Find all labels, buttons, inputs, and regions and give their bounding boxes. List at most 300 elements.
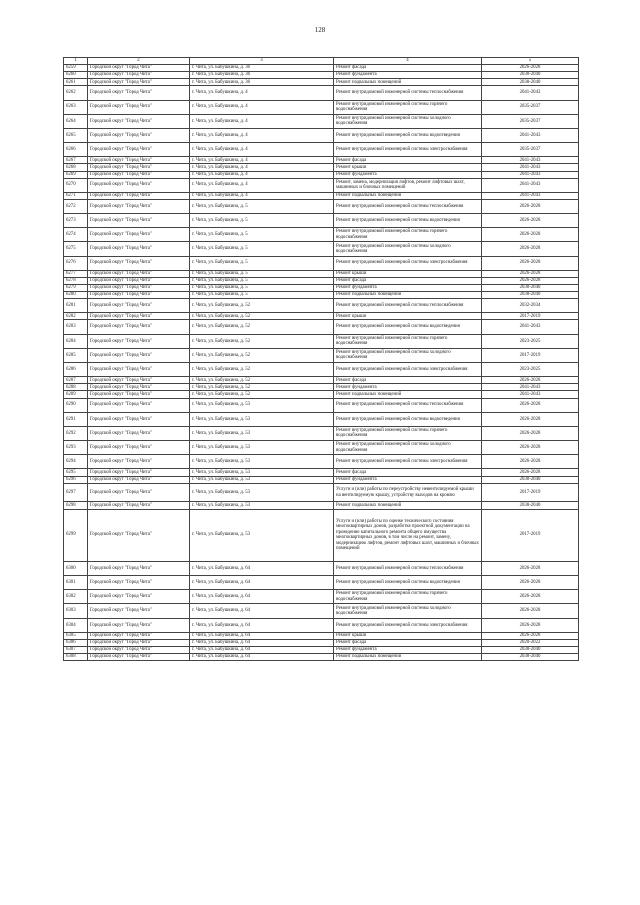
col-number: 6273 <box>64 214 88 228</box>
col-period: 2017-2019 <box>482 348 579 362</box>
col-work-type: Ремонт внутридомовой инженерной системы горячего водоснабжения <box>334 100 482 114</box>
col-address: г. Чита, ул. Бабушкина, д. 53 <box>190 469 334 476</box>
col-number: 6284 <box>64 334 88 348</box>
col-period: 2032-2034 <box>482 299 579 313</box>
col-work-type: Ремонт, замена, модернизация лифтов, ремонт лифтовых шахт, машинных и блочных помещений <box>334 178 482 192</box>
table-header-row <box>64 58 579 65</box>
col-period: 2041-2043 <box>482 391 579 398</box>
col-number: 6266 <box>64 143 88 157</box>
col-municipality: Городской округ "Город Чита" <box>88 100 190 114</box>
col-number: 6264 <box>64 114 88 128</box>
col-period: 2026-2028 <box>482 256 579 270</box>
col-period: 2026-2028 <box>482 65 579 72</box>
col-work-type: Ремонт внутридомовой инженерной системы электроснабжения <box>334 363 482 377</box>
col-municipality: Городской округ "Город Чита" <box>88 171 190 178</box>
col-municipality: Городской округ "Город Чита" <box>88 86 190 100</box>
col-number: 6291 <box>64 412 88 426</box>
col-period: 2026-2028 <box>482 214 579 228</box>
col-work-type: Ремонт крыши <box>334 632 482 639</box>
table-row <box>64 270 579 277</box>
col-period: 2041-2043 <box>482 192 579 199</box>
col-number: 6297 <box>64 483 88 502</box>
col-municipality: Городской округ "Город Чита" <box>88 398 190 412</box>
col-period: 2035-2037 <box>482 143 579 157</box>
col-address: г. Чита, ул. Бабушкина, д. 4 <box>190 192 334 199</box>
col-address: г. Чита, ул. Бабушкина, д. 53 <box>190 398 334 412</box>
col-municipality: Городской округ "Город Чита" <box>88 426 190 440</box>
col-work-type: Ремонт внутридомовой инженерной системы теплоснабжения <box>334 86 482 100</box>
col-work-type: Ремонт фундамента <box>334 285 482 292</box>
col-municipality: Городской округ "Город Чита" <box>88 199 190 213</box>
table-row <box>64 576 579 590</box>
col-municipality: Городской округ "Город Чита" <box>88 561 190 575</box>
col-period: 2026-2028 <box>482 242 579 256</box>
col-municipality: Городской округ "Город Чита" <box>88 502 190 509</box>
col-municipality: Городской округ "Город Чита" <box>88 256 190 270</box>
col-address: г. Чита, ул. Бабушкина, д. 53 <box>190 441 334 455</box>
table-row <box>64 604 579 618</box>
col-address: г. Чита, ул. Бабушкина, д. 4 <box>190 100 334 114</box>
col-period: 2017-2019 <box>482 509 579 561</box>
col-period: 2038-2040 <box>482 285 579 292</box>
col-work-type: Ремонт внутридомовой инженерной системы водоотведения <box>334 214 482 228</box>
col-municipality: Городской округ "Город Чита" <box>88 242 190 256</box>
table-row <box>64 157 579 164</box>
col-number: 6286 <box>64 363 88 377</box>
col-address: г. Чита, ул. Бабушкина, д. 5 <box>190 228 334 242</box>
col-work-type: Ремонт фундамента <box>334 384 482 391</box>
col-municipality: Городской округ "Город Чита" <box>88 128 190 142</box>
col-work-type: Ремонт внутридомовой инженерной системы горячего водоснабжения <box>334 590 482 604</box>
col-number: 6262 <box>64 86 88 100</box>
col-number: 6277 <box>64 270 88 277</box>
col-period: 2026-2028 <box>482 228 579 242</box>
col-address: г. Чита, ул. Бабушкина, д. 4 <box>190 143 334 157</box>
col-work-type: Ремонт внутридомовой инженерной системы теплоснабжения <box>334 398 482 412</box>
col-work-type: Услуги и (или) работы по переустройству невентилируемой крыши на вентилируемую крышу, устройству выходов на кровлю <box>334 483 482 502</box>
col-period: 2038-2040 <box>482 502 579 509</box>
col-number: 6276 <box>64 256 88 270</box>
col-period: 2038-2040 <box>482 79 579 86</box>
col-work-type: Ремонт подвальных помещений <box>334 654 482 661</box>
col-municipality: Городской округ "Город Чита" <box>88 65 190 72</box>
col-municipality: Городской округ "Город Чита" <box>88 79 190 86</box>
col-period: 2023-2025 <box>482 334 579 348</box>
col-address: г. Чита, ул. Бабушкина, д. 4 <box>190 86 334 100</box>
table-row <box>64 299 579 313</box>
table-row <box>64 412 579 426</box>
table-row <box>64 114 579 128</box>
col-address: г. Чита, ул. Бабушкина, д. 64 <box>190 618 334 632</box>
col-period: 2041-2043 <box>482 128 579 142</box>
table-row <box>64 632 579 639</box>
col-work-type: Ремонт внутридомовой инженерной системы холодного водоснабжения <box>334 604 482 618</box>
col-period: 2038-2040 <box>482 476 579 483</box>
col-number: 6298 <box>64 502 88 509</box>
col-period: 2026-2028 <box>482 277 579 284</box>
table-row <box>64 86 579 100</box>
col-work-type: Ремонт внутридомовой инженерной системы водоотведения <box>334 128 482 142</box>
col-work-type: Ремонт фасада <box>334 377 482 384</box>
table-row <box>64 178 579 192</box>
col-municipality: Городской округ "Город Чита" <box>88 72 190 79</box>
col-period: 2023-2025 <box>482 363 579 377</box>
col-municipality: Городской округ "Город Чита" <box>88 299 190 313</box>
table-row <box>64 214 579 228</box>
col-address: г. Чита, ул. Бабушкина, д. 53 <box>190 412 334 426</box>
col-work-type: Ремонт внутридомовой инженерной системы холодного водоснабжения <box>334 348 482 362</box>
table-row <box>64 639 579 646</box>
col-work-type: Ремонт крыши <box>334 313 482 320</box>
col-period: 2020-2022 <box>482 639 579 646</box>
col-work-type: Ремонт внутридомовой инженерной системы горячего водоснабжения <box>334 426 482 440</box>
col-work-type: Ремонт фасада <box>334 277 482 284</box>
col-number: 6301 <box>64 576 88 590</box>
col-municipality: Городской округ "Город Чита" <box>88 576 190 590</box>
col-address: г. Чита, ул. Бабушкина, д. 52 <box>190 348 334 362</box>
col-address: г. Чита, ул. Бабушкина, д. 64 <box>190 639 334 646</box>
col-address: г. Чита, ул. Бабушкина, д. 5 <box>190 242 334 256</box>
col-work-type: Ремонт внутридомовой инженерной системы горячего водоснабжения <box>334 228 482 242</box>
col-address: г. Чита, ул. Бабушкина, д. 53 <box>190 476 334 483</box>
table-row <box>64 441 579 455</box>
col-work-type: Ремонт фасада <box>334 157 482 164</box>
col-work-type: Ремонт фасада <box>334 469 482 476</box>
col-address: г. Чита, ул. Бабушкина, д. 64 <box>190 604 334 618</box>
col-period: 2038-2040 <box>482 647 579 654</box>
col-municipality: Городской округ "Город Чита" <box>88 618 190 632</box>
table-row <box>64 72 579 79</box>
table-row <box>64 363 579 377</box>
col-address: г. Чита, ул. Бабушкина, д. 64 <box>190 647 334 654</box>
col-period: 2041-2043 <box>482 164 579 171</box>
table-row <box>64 398 579 412</box>
table-row <box>64 334 579 348</box>
col-work-type: Ремонт фундамента <box>334 72 482 79</box>
col-number: 6289 <box>64 391 88 398</box>
table-row <box>64 100 579 114</box>
table-row <box>64 171 579 178</box>
col-address: г. Чита, ул. Бабушкина, д. 5 <box>190 292 334 299</box>
col-municipality: Городской округ "Город Чита" <box>88 334 190 348</box>
table-row <box>64 313 579 320</box>
col-municipality: Городской округ "Город Чита" <box>88 441 190 455</box>
table-row <box>64 455 579 469</box>
col-number: 6306 <box>64 639 88 646</box>
table-row <box>64 285 579 292</box>
col-municipality: Городской округ "Город Чита" <box>88 632 190 639</box>
table-row <box>64 348 579 362</box>
col-address: г. Чита, ул. Бабушкина, д. 53 <box>190 483 334 502</box>
col-work-type: Ремонт внутридомовой инженерной системы холодного водоснабжения <box>334 441 482 455</box>
col-number: 6292 <box>64 426 88 440</box>
col-municipality: Городской округ "Город Чита" <box>88 143 190 157</box>
col-period: 2041-2043 <box>482 384 579 391</box>
col-municipality: Городской округ "Город Чита" <box>88 277 190 284</box>
col-number: 6275 <box>64 242 88 256</box>
col-address: г. Чита, ул. Бабушкина, д. 53 <box>190 509 334 561</box>
col-address: г. Чита, ул. Бабушкина, д. 52 <box>190 391 334 398</box>
col-work-type: Ремонт внутридомовой инженерной системы электроснабжения <box>334 455 482 469</box>
col-address: г. Чита, ул. Бабушкина, д. 64 <box>190 561 334 575</box>
col-number: 6268 <box>64 164 88 171</box>
col-number: 6296 <box>64 476 88 483</box>
col-work-type: Ремонт внутридомовой инженерной системы электроснабжения <box>334 618 482 632</box>
col-number: 6259 <box>64 65 88 72</box>
table-row <box>64 426 579 440</box>
table-row <box>64 561 579 575</box>
col-municipality: Городской округ "Город Чита" <box>88 476 190 483</box>
col-number: 6295 <box>64 469 88 476</box>
col-number: 6294 <box>64 455 88 469</box>
col-municipality: Городской округ "Город Чита" <box>88 313 190 320</box>
table-row <box>64 192 579 199</box>
col-work-type: Ремонт внутридомовой инженерной системы холодного водоснабжения <box>334 242 482 256</box>
col-municipality: Городской округ "Город Чита" <box>88 654 190 661</box>
col-address: г. Чита, ул. Бабушкина, д. 4 <box>190 178 334 192</box>
col-number: 6293 <box>64 441 88 455</box>
col-period: 2038-2040 <box>482 654 579 661</box>
col-municipality: Городской округ "Город Чита" <box>88 157 190 164</box>
col-work-type: Ремонт подвальных помещений <box>334 192 482 199</box>
table-row <box>64 65 579 72</box>
col-work-type: Ремонт внутридомовой инженерной системы водоотведения <box>334 576 482 590</box>
col-number: 6271 <box>64 192 88 199</box>
col-municipality: Городской округ "Город Чита" <box>88 509 190 561</box>
col-number: 6278 <box>64 277 88 284</box>
table-row <box>64 143 579 157</box>
table-row <box>64 320 579 334</box>
table-row <box>64 483 579 502</box>
col-work-type: Ремонт подвальных помещений <box>334 391 482 398</box>
col-work-type: Ремонт подвальных помещений <box>334 79 482 86</box>
col-work-type: Ремонт внутридомовой инженерной системы электроснабжения <box>334 143 482 157</box>
repair-schedule-table <box>63 57 579 661</box>
col-number: 6283 <box>64 320 88 334</box>
table-row <box>64 391 579 398</box>
col-period: 2026-2028 <box>482 270 579 277</box>
col-address: г. Чита, ул. Бабушкина, д. 52 <box>190 299 334 313</box>
table-row <box>64 277 579 284</box>
col-work-type: Ремонт фундамента <box>334 647 482 654</box>
table-row <box>64 618 579 632</box>
col-municipality: Городской округ "Город Чита" <box>88 469 190 476</box>
col-address: 3 <box>190 58 334 65</box>
table-row <box>64 377 579 384</box>
col-work-type: 4 <box>334 58 482 65</box>
col-municipality: Городской округ "Город Чита" <box>88 348 190 362</box>
col-address: г. Чита, ул. Бабушкина, д. 5 <box>190 256 334 270</box>
col-number: 6308 <box>64 654 88 661</box>
col-period: 2041-2043 <box>482 178 579 192</box>
col-number: 6302 <box>64 590 88 604</box>
col-period: 2041-2043 <box>482 86 579 100</box>
col-address: г. Чита, ул. Бабушкина, д. 5 <box>190 214 334 228</box>
col-address: г. Чита, ул. Бабушкина, д. 52 <box>190 334 334 348</box>
col-period: 2041-2043 <box>482 171 579 178</box>
col-number: 6281 <box>64 299 88 313</box>
col-number: 6282 <box>64 313 88 320</box>
table-row <box>64 509 579 561</box>
col-municipality: 2 <box>88 58 190 65</box>
col-work-type: Ремонт внутридомовой инженерной системы горячего водоснабжения <box>334 334 482 348</box>
col-address: г. Чита, ул. Бабушкина, д. 53 <box>190 455 334 469</box>
col-municipality: Городской округ "Город Чита" <box>88 192 190 199</box>
col-municipality: Городской округ "Город Чита" <box>88 178 190 192</box>
table-row <box>64 590 579 604</box>
col-period: 2017-2019 <box>482 313 579 320</box>
col-number: 6274 <box>64 228 88 242</box>
col-work-type: Услуги и (или) работы по оценке технического состояния многоквартирных домов, разработке проектной документации на проведение капитального ремонта общего имущества многоквартирных домов, в том числе на ремонт, замену, модернизацию лифтов, ремонт лифтовых шахт, машинных и блочных помещений <box>334 509 482 561</box>
col-address: г. Чита, ул. Бабушкина, д. 36 <box>190 79 334 86</box>
col-period: 2026-2028 <box>482 377 579 384</box>
col-municipality: Городской округ "Город Чита" <box>88 483 190 502</box>
col-period: 5 <box>482 58 579 65</box>
col-number: 6265 <box>64 128 88 142</box>
col-municipality: Городской округ "Город Чита" <box>88 228 190 242</box>
col-number: 6272 <box>64 199 88 213</box>
col-address: г. Чита, ул. Бабушкина, д. 4 <box>190 114 334 128</box>
col-address: г. Чита, ул. Бабушкина, д. 4 <box>190 171 334 178</box>
col-address: г. Чита, ул. Бабушкина, д. 52 <box>190 384 334 391</box>
table-row <box>64 476 579 483</box>
col-address: г. Чита, ул. Бабушкина, д. 64 <box>190 632 334 639</box>
col-municipality: Городской округ "Город Чита" <box>88 292 190 299</box>
col-number: 6307 <box>64 647 88 654</box>
col-period: 2038-2040 <box>482 72 579 79</box>
col-work-type: Ремонт внутридомовой инженерной системы водоотведения <box>334 412 482 426</box>
col-address: г. Чита, ул. Бабушкина, д. 64 <box>190 654 334 661</box>
col-address: г. Чита, ул. Бабушкина, д. 52 <box>190 363 334 377</box>
col-number: 6285 <box>64 348 88 362</box>
col-municipality: Городской округ "Город Чита" <box>88 214 190 228</box>
col-period: 2026-2028 <box>482 398 579 412</box>
col-number: 6303 <box>64 604 88 618</box>
col-address: г. Чита, ул. Бабушкина, д. 5 <box>190 277 334 284</box>
col-number: 6263 <box>64 100 88 114</box>
col-work-type: Ремонт подвальных помещений <box>334 292 482 299</box>
col-period: 2038-2040 <box>482 292 579 299</box>
col-address: г. Чита, ул. Бабушкина, д. 36 <box>190 72 334 79</box>
col-address: г. Чита, ул. Бабушкина, д. 53 <box>190 426 334 440</box>
table-row <box>64 292 579 299</box>
col-period: 2026-2028 <box>482 441 579 455</box>
col-period: 2026-2028 <box>482 426 579 440</box>
col-number: 6300 <box>64 561 88 575</box>
col-number: 6260 <box>64 72 88 79</box>
col-municipality: Городской округ "Город Чита" <box>88 164 190 171</box>
col-work-type: Ремонт подвальных помещений <box>334 502 482 509</box>
col-address: г. Чита, ул. Бабушкина, д. 5 <box>190 285 334 292</box>
col-period: 2026-2028 <box>482 455 579 469</box>
col-number: 6299 <box>64 509 88 561</box>
col-work-type: Ремонт внутридомовой инженерной системы электроснабжения <box>334 256 482 270</box>
col-work-type: Ремонт внутридомовой инженерной системы теплоснабжения <box>334 199 482 213</box>
col-municipality: Городской округ "Город Чита" <box>88 590 190 604</box>
table-row <box>64 128 579 142</box>
page-number: 128 <box>314 26 326 34</box>
col-period: 2026-2028 <box>482 618 579 632</box>
col-address: г. Чита, ул. Бабушкина, д. 53 <box>190 502 334 509</box>
table-row <box>64 228 579 242</box>
col-period: 2041-2043 <box>482 157 579 164</box>
table-row <box>64 654 579 661</box>
col-municipality: Городской округ "Город Чита" <box>88 639 190 646</box>
col-address: г. Чита, ул. Бабушкина, д. 52 <box>190 377 334 384</box>
table-row <box>64 647 579 654</box>
col-work-type: Ремонт фасада <box>334 65 482 72</box>
col-period: 2026-2028 <box>482 590 579 604</box>
col-municipality: Городской округ "Город Чита" <box>88 604 190 618</box>
col-work-type: Ремонт фундамента <box>334 171 482 178</box>
col-municipality: Городской округ "Город Чита" <box>88 377 190 384</box>
col-period: 2017-2019 <box>482 483 579 502</box>
col-period: 2026-2028 <box>482 561 579 575</box>
col-number: 6261 <box>64 79 88 86</box>
col-period: 2026-2028 <box>482 199 579 213</box>
col-number: 6305 <box>64 632 88 639</box>
table-row <box>64 242 579 256</box>
col-municipality: Городской округ "Город Чита" <box>88 114 190 128</box>
col-municipality: Городской округ "Город Чита" <box>88 363 190 377</box>
col-municipality: Городской округ "Город Чита" <box>88 391 190 398</box>
col-number: 6290 <box>64 398 88 412</box>
col-work-type: Ремонт внутридомовой инженерной системы теплоснабжения <box>334 561 482 575</box>
col-address: г. Чита, ул. Бабушкина, д. 52 <box>190 320 334 334</box>
col-period: 2026-2028 <box>482 469 579 476</box>
col-work-type: Ремонт внутридомовой инженерной системы водоотведения <box>334 320 482 334</box>
col-address: г. Чита, ул. Бабушкина, д. 5 <box>190 199 334 213</box>
col-address: г. Чита, ул. Бабушкина, д. 52 <box>190 313 334 320</box>
col-address: г. Чита, ул. Бабушкина, д. 5 <box>190 270 334 277</box>
col-number: 6270 <box>64 178 88 192</box>
col-work-type: Ремонт внутридомовой инженерной системы теплоснабжения <box>334 299 482 313</box>
col-number: 6288 <box>64 384 88 391</box>
col-period: 2026-2028 <box>482 412 579 426</box>
col-address: г. Чита, ул. Бабушкина, д. 4 <box>190 157 334 164</box>
col-address: г. Чита, ул. Бабушкина, д. 4 <box>190 128 334 142</box>
table-row <box>64 164 579 171</box>
col-municipality: Городской округ "Город Чита" <box>88 384 190 391</box>
col-address: г. Чита, ул. Бабушкина, д. 64 <box>190 576 334 590</box>
col-period: 2026-2028 <box>482 576 579 590</box>
table-row <box>64 256 579 270</box>
col-work-type: Ремонт фундамента <box>334 476 482 483</box>
col-work-type: Ремонт крыши <box>334 164 482 171</box>
table-row <box>64 384 579 391</box>
col-number: 6267 <box>64 157 88 164</box>
table-row <box>64 502 579 509</box>
col-work-type: Ремонт крыши <box>334 270 482 277</box>
col-municipality: Городской округ "Город Чита" <box>88 320 190 334</box>
col-municipality: Городской округ "Город Чита" <box>88 647 190 654</box>
col-municipality: Городской округ "Город Чита" <box>88 270 190 277</box>
col-address: г. Чита, ул. Бабушкина, д. 4 <box>190 164 334 171</box>
table-row <box>64 469 579 476</box>
col-address: г. Чита, ул. Бабушкина, д. 36 <box>190 65 334 72</box>
col-period: 2035-2037 <box>482 114 579 128</box>
col-address: г. Чита, ул. Бабушкина, д. 64 <box>190 590 334 604</box>
col-number: 6304 <box>64 618 88 632</box>
col-number: 6269 <box>64 171 88 178</box>
col-number: 6287 <box>64 377 88 384</box>
table-row <box>64 79 579 86</box>
table-row <box>64 199 579 213</box>
col-period: 2026-2028 <box>482 632 579 639</box>
col-municipality: Городской округ "Город Чита" <box>88 455 190 469</box>
col-work-type: Ремонт внутридомовой инженерной системы холодного водоснабжения <box>334 114 482 128</box>
col-number: 6279 <box>64 285 88 292</box>
